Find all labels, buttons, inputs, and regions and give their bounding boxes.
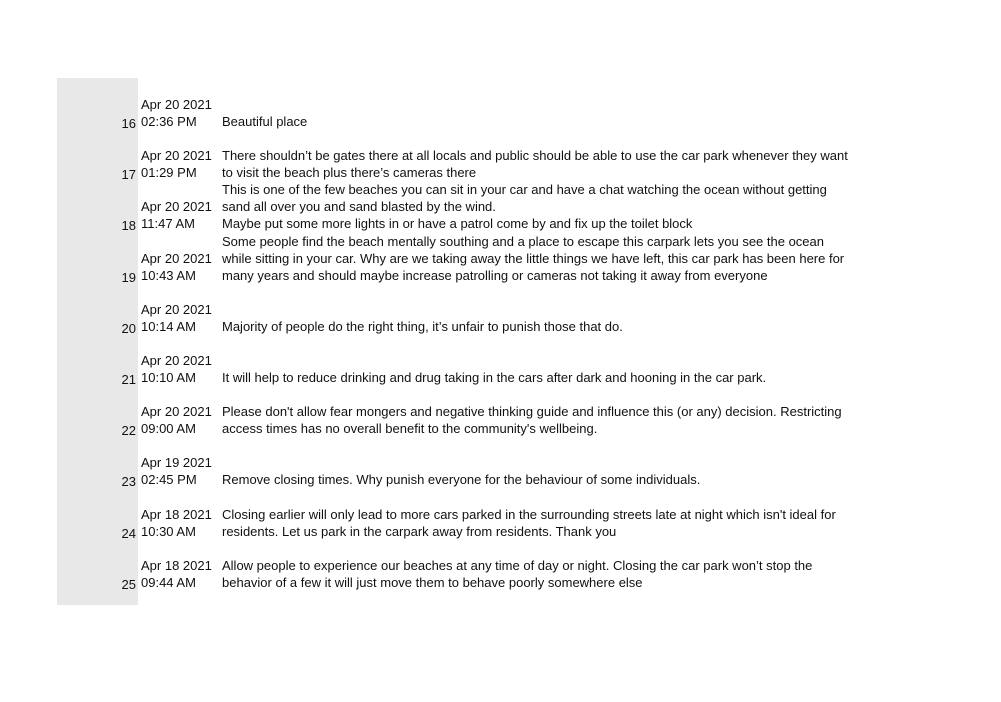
comment-timestamp	[141, 506, 219, 540]
comment-time: 11:47 AM	[141, 216, 195, 232]
comment-timestamp	[141, 352, 219, 386]
comment-text	[222, 506, 882, 540]
row-number: 23	[121, 474, 136, 490]
row-number: 18	[121, 218, 136, 234]
table-row	[0, 386, 1001, 437]
comment-line: sand all over you and sand blasted by the wind.	[222, 199, 496, 215]
row-number: 21	[121, 372, 136, 387]
comment-line: It will help to reduce drinking and drug taking in the cars after dark and hooning in the car park.	[222, 370, 767, 385]
comment-time: 09:00 AM	[141, 421, 196, 437]
comment-date: Apr 20 2021	[141, 301, 212, 317]
comment-time: 01:29 PM	[141, 165, 197, 181]
comment-date: Apr 18 2021	[141, 506, 212, 522]
table-row	[0, 335, 1001, 386]
comment-line: Please don't allow fear mongers and negative thinking guide and influence this (or any) decision. Restricting	[222, 404, 842, 420]
comment-text	[222, 181, 882, 232]
row-number: 19	[121, 269, 136, 285]
comment-line: to visit the beach plus there’s cameras there	[222, 165, 477, 181]
comment-time: 09:44 AM	[141, 574, 196, 590]
comment-timestamp	[141, 454, 219, 488]
comment-line: behavior of a few it will just move them to behave poorly somewhere else	[222, 574, 643, 590]
row-number: 24	[121, 525, 136, 541]
comment-text	[222, 318, 882, 335]
comment-date: Apr 20 2021	[141, 250, 212, 266]
comment-date: Apr 20 2021	[141, 148, 212, 164]
comment-date: Apr 18 2021	[141, 557, 212, 573]
comment-timestamp	[141, 198, 219, 232]
comment-line: Allow people to experience our beaches at any time of day or night. Closing the car park won’t stop the	[222, 557, 813, 573]
comment-line: Remove closing times. Why punish everyone for the behaviour of some individuals.	[222, 472, 701, 488]
comment-timestamp	[141, 301, 219, 335]
row-number: 17	[121, 167, 136, 183]
comment-text	[222, 147, 882, 181]
comment-line: This is one of the few beaches you can sit in your car and have a chat watching the ocean without getting	[222, 182, 827, 198]
comment-timestamp	[141, 96, 219, 130]
comment-timestamp	[141, 557, 219, 591]
table-row	[0, 437, 1001, 488]
comment-timestamp	[141, 250, 219, 284]
table-row	[0, 181, 1001, 232]
comment-date: Apr 20 2021	[141, 404, 212, 420]
comment-date: Apr 20 2021	[141, 199, 212, 215]
comment-time: 10:10 AM	[141, 370, 196, 385]
row-number: 25	[121, 576, 136, 592]
comment-time: 10:30 AM	[141, 523, 196, 539]
comment-time: 10:14 AM	[141, 318, 196, 334]
comment-text	[222, 113, 882, 130]
comment-line: Majority of people do the right thing, it’s unfair to punish those that do.	[222, 318, 623, 334]
table-row	[0, 233, 1001, 284]
comment-line: Beautiful place	[222, 114, 308, 129]
table-row	[0, 130, 1001, 181]
comment-timestamp	[141, 147, 219, 181]
comment-date: Apr 20 2021	[141, 97, 212, 112]
comment-text	[222, 403, 882, 437]
comment-line: Maybe put some more lights in or have a patrol come by and fix up the toilet block	[222, 216, 693, 232]
comment-line: residents. Let us park in the carpark away from residents. Thank you	[222, 523, 617, 539]
comment-line: Some people find the beach mentally southing and a place to escape this carpark lets you see the ocean	[222, 233, 824, 249]
comment-time: 02:45 PM	[141, 472, 197, 488]
row-number: 20	[121, 320, 136, 336]
comment-time: 10:43 AM	[141, 267, 196, 283]
table-row	[0, 284, 1001, 335]
table-row	[0, 489, 1001, 540]
comment-time: 02:36 PM	[141, 114, 197, 129]
comment-line: access times has no overall benefit to the community's wellbeing.	[222, 421, 598, 437]
comment-text	[222, 471, 882, 488]
row-number: 22	[121, 423, 136, 439]
comment-line: while sitting in your car. Why are we taking away the little things we have left, this car park has been here for	[222, 250, 845, 266]
comment-text	[222, 233, 882, 284]
row-number: 16	[121, 116, 136, 131]
table-row	[0, 79, 1001, 130]
table-row	[0, 540, 1001, 591]
comment-date: Apr 19 2021	[141, 455, 212, 471]
comment-text	[222, 369, 882, 386]
comment-date: Apr 20 2021	[141, 353, 212, 368]
comment-line: many years and should maybe increase patrolling or cameras not taking it away from everyone	[222, 267, 768, 283]
comment-timestamp	[141, 403, 219, 437]
comment-text	[222, 557, 882, 591]
comment-line: There shouldn’t be gates there at all locals and public should be able to use the car park whenever they want	[222, 148, 848, 164]
comment-line: Closing earlier will only lead to more cars parked in the surrounding streets late at night which isn't ideal for	[222, 506, 836, 522]
